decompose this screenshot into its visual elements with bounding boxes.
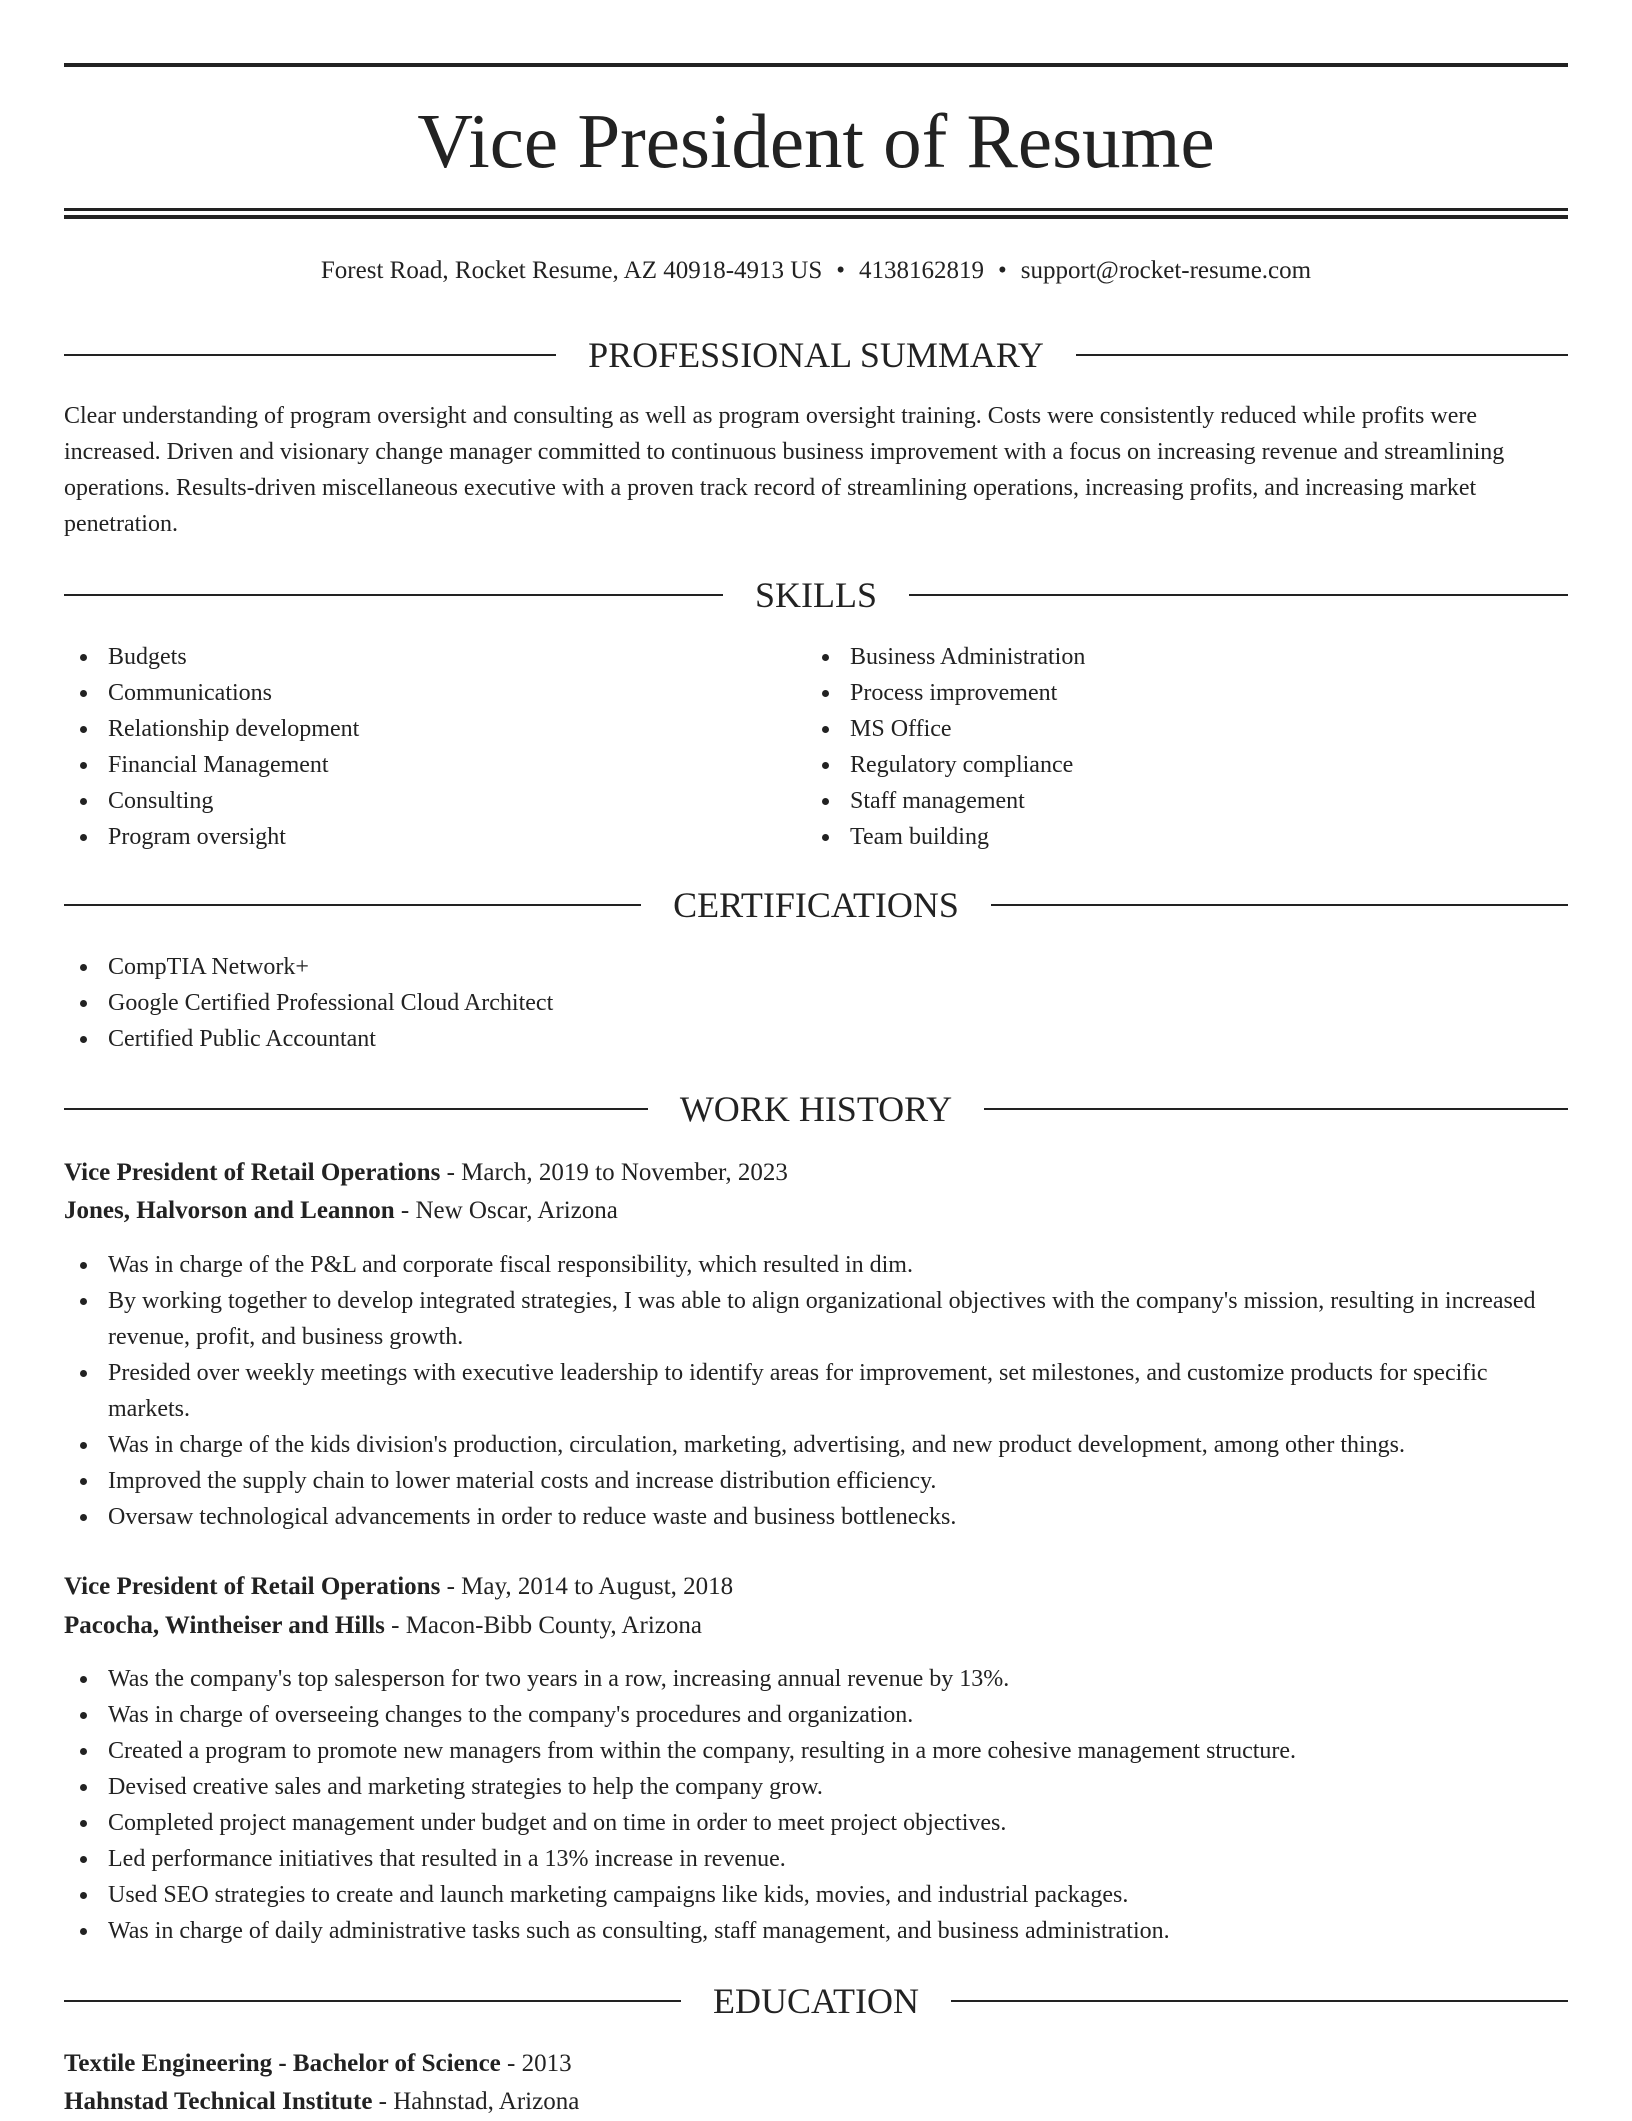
job-location: - New Oscar, Arizona	[394, 1197, 618, 1224]
section-title-education: EDUCATION	[713, 1981, 919, 2021]
skills-list-left	[64, 639, 804, 855]
job-bullet: Was in charge of overseeing changes to the company's procedures and organization.	[64, 1697, 1568, 1733]
job-bullet: Presided over weekly meetings with executive leadership to identify areas for improvement, set milestones, and customize products for specific markets.	[64, 1355, 1568, 1427]
section-rule-left	[64, 904, 641, 906]
section-title-skills: SKILLS	[755, 575, 878, 615]
skill-item: MS Office	[806, 711, 1546, 747]
skill-item: Budgets	[64, 639, 804, 675]
section-title-summary: PROFESSIONAL SUMMARY	[588, 335, 1044, 375]
job-bullets	[64, 1661, 1568, 1949]
certification-item: Google Certified Professional Cloud Architect	[64, 985, 1568, 1021]
job-bullet: Was in charge of daily administrative tasks such as consulting, staff management, and business administration.	[64, 1913, 1568, 1949]
education-school: Hahnstad Technical Institute	[64, 2088, 373, 2115]
section-rule-left	[64, 354, 556, 356]
certifications-list	[64, 949, 1568, 1057]
job-bullet: Created a program to promote new managers from within the company, resulting in a more cohesive management structure.	[64, 1733, 1568, 1769]
job-location: - Macon-Bibb County, Arizona	[384, 1612, 702, 1639]
job-company-line	[64, 1607, 1568, 1645]
job-bullet: Improved the supply chain to lower material costs and increase distribution efficiency.	[64, 1463, 1568, 1499]
job-bullet: By working together to develop integrated strategies, I was able to align organizational objectives with the company's mission, resulting in increased revenue, profit, and business growth.	[64, 1283, 1568, 1355]
job-bullet: Was in charge of the P&L and corporate fiscal responsibility, which resulted in dim.	[64, 1247, 1568, 1283]
summary-text: Clear understanding of program oversight and consulting as well as program oversight training. Costs were consistently reduced while profits were increased. Driven and visionary change manager committed to continuous business improvement with a focus on increasing revenue and streamlining operations. Results-driven miscellaneous executive with a proven track record of streamlining operations, increasing profits, and increasing market penetration.	[64, 403, 1505, 537]
skill-item: Consulting	[64, 783, 804, 819]
education-degree-line	[64, 2045, 1568, 2083]
job-title: Vice President of Retail Operations	[64, 1573, 441, 1600]
skills-list-right	[806, 639, 1546, 855]
section-rule-right	[984, 1108, 1568, 1110]
contact-phone: 4138162819	[859, 257, 985, 284]
skill-item: Process improvement	[806, 675, 1546, 711]
section-rule-right	[951, 2000, 1568, 2002]
skill-item: Relationship development	[64, 711, 804, 747]
skill-item: Financial Management	[64, 747, 804, 783]
resume-name: Vice President of Resume	[417, 98, 1215, 184]
skill-item: Staff management	[806, 783, 1546, 819]
job-company: Pacocha, Wintheiser and Hills	[64, 1612, 385, 1639]
education-location: - Hahnstad, Arizona	[372, 2088, 580, 2115]
certification-item: Certified Public Accountant	[64, 1021, 1568, 1057]
job-title-line	[64, 1154, 1568, 1192]
job-bullet: Led performance initiatives that resulted in a 13% increase in revenue.	[64, 1841, 1568, 1877]
section-header-summary	[64, 331, 1568, 379]
header-double-rule-bottom	[64, 215, 1568, 219]
job-bullet: Oversaw technological advancements in order to reduce waste and business bottlenecks.	[64, 1499, 1568, 1535]
contact-address: Forest Road, Rocket Resume, AZ 40918-4913 US	[320, 257, 823, 284]
section-rule-left	[64, 1108, 648, 1110]
job-bullet: Used SEO strategies to create and launch marketing campaigns like kids, movies, and industrial packages.	[64, 1877, 1568, 1913]
job-bullet: Was in charge of the kids division's production, circulation, marketing, advertising, and new product development, among other things.	[64, 1427, 1568, 1463]
job-bullet: Completed project management under budget and on time in order to meet project objectives.	[64, 1805, 1568, 1841]
section-rule-right	[909, 594, 1568, 596]
section-title-certifications: CERTIFICATIONS	[673, 885, 959, 925]
skill-item: Business Administration	[806, 639, 1546, 675]
job-title: Vice President of Retail Operations	[64, 1159, 441, 1186]
education-year: - 2013	[500, 2050, 572, 2077]
header-double-rule-top	[64, 208, 1568, 211]
section-rule-left	[64, 594, 723, 596]
section-header-education	[64, 1977, 1568, 2025]
contact-line	[64, 252, 1568, 290]
section-header-certifications	[64, 881, 1568, 929]
job-bullets	[64, 1247, 1568, 1535]
contact-separator: •	[998, 257, 1007, 284]
job-dates: - May, 2014 to August, 2018	[440, 1573, 734, 1600]
section-rule-left	[64, 2000, 681, 2002]
education-degree: Textile Engineering - Bachelor of Science	[64, 2050, 501, 2077]
section-rule-right	[991, 904, 1568, 906]
job-title-line	[64, 1568, 1568, 1606]
job-dates: - March, 2019 to November, 2023	[440, 1159, 788, 1186]
job-company-line	[64, 1192, 1568, 1230]
education-school-line	[64, 2083, 1568, 2121]
job-company: Jones, Halvorson and Leannon	[64, 1197, 395, 1224]
skill-item: Team building	[806, 819, 1546, 855]
contact-separator: •	[836, 257, 846, 284]
section-header-skills	[64, 571, 1568, 619]
skill-item: Program oversight	[64, 819, 804, 855]
job-bullet: Devised creative sales and marketing strategies to help the company grow.	[64, 1769, 1568, 1805]
section-title-work: WORK HISTORY	[679, 1089, 953, 1129]
section-rule-right	[1076, 354, 1568, 356]
header-top-rule	[64, 63, 1568, 67]
skill-item: Regulatory compliance	[806, 747, 1546, 783]
section-header-work	[64, 1085, 1568, 1133]
job-bullet: Was the company's top salesperson for two years in a row, increasing annual revenue by 13%.	[64, 1661, 1568, 1697]
skill-item: Communications	[64, 675, 804, 711]
certification-item: CompTIA Network+	[64, 949, 1568, 985]
contact-email: support@rocket-resume.com	[1020, 257, 1312, 284]
